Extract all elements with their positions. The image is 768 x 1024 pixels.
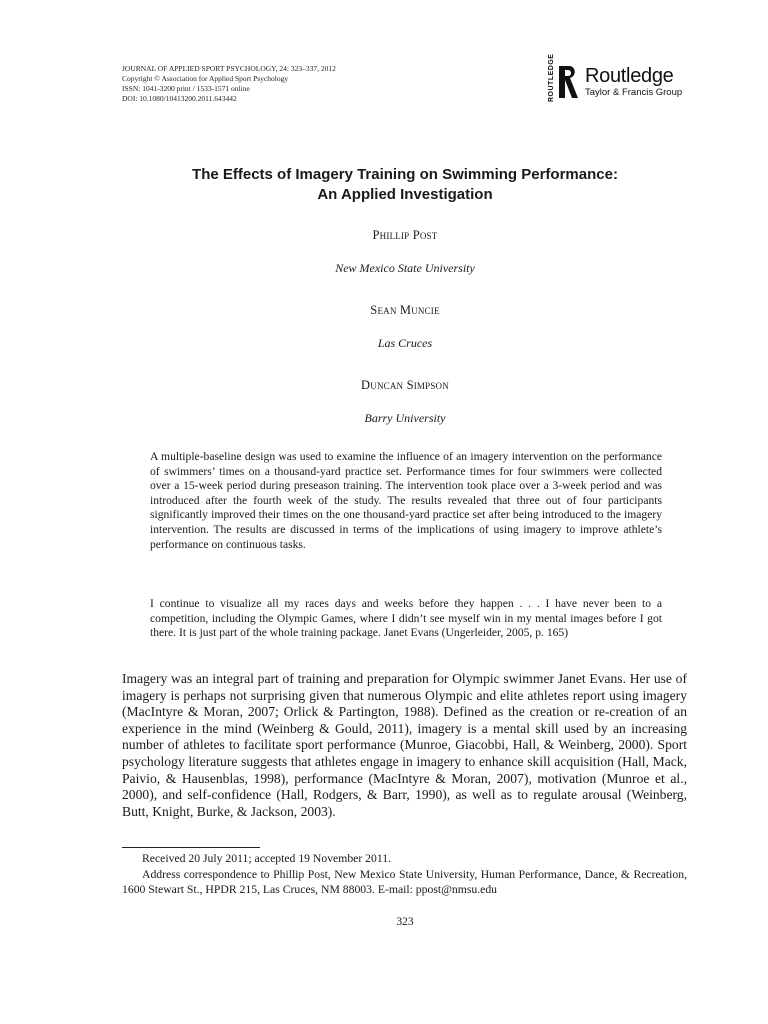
footnote-received: Received 20 July 2011; accepted 19 November 2011. — [142, 852, 392, 865]
journal-doi: DOI: 10.1080/10413200.2011.643442 — [122, 94, 237, 103]
author-affiliation: Barry University — [364, 411, 446, 425]
journal-copyright: Copyright © Association for Applied Sport Psychology — [122, 74, 289, 83]
article-title — [100, 165, 710, 205]
author-name: Sean Muncie — [370, 303, 440, 317]
publisher-name: Routledge — [585, 65, 674, 87]
publisher-logo — [548, 53, 683, 104]
author-name: Phillip Post — [372, 228, 438, 242]
article-title-line2: An Applied Investigation — [317, 186, 493, 203]
epigraph-quote: I continue to visualize all my races days and weeks before they happen . . . I have never been to a competition, including the Olympic Games, where I didn’t see myself win in my mental images before I got there. It is just part of the whole training package. Janet Evans (Ungerleider, 2005, p. 165) — [150, 597, 662, 640]
author-name: Duncan Simpson — [361, 378, 449, 392]
journal-info — [122, 64, 336, 104]
abstract: A multiple-baseline design was used to examine the influence of an imagery intervention on the performance of swimmers’ times on a thousand-yard practice set. Performance times for four swimmers were collected over a 15-week period during preseason training. The intervention took place over a 3-week period and was introduced after the fourth week of the study. The results revealed that three out of four participants significantly improved their times on the one thousand-yard practice set after being introduced to the imagery intervention. The results are discussed in terms of the implications of using imagery to improve athlete’s performance on continuous tasks. — [150, 450, 662, 551]
publisher-group: Taylor & Francis Group — [585, 87, 683, 98]
author-affiliation: Las Cruces — [377, 336, 433, 350]
author-affiliation: New Mexico State University — [335, 261, 475, 275]
body-paragraph: Imagery was an integral part of training and preparation for Olympic swimmer Janet Evans. Her use of imagery is perhaps not surprising given that numerous Olympic and elite athletes report using imagery (MacIntyre & Moran, 2007; Orlick & Partington, 1988). Defined as the creation or re-creation of an experience in the mind (Weinberg & Gould, 2011), imagery is a mental skill used by an increasing number of athletes to facilitate sport performance (Munroe, Giacobbi, Hall, & Weinberg, 2000). Sport psychology literature suggests that athletes engage in imagery to enhance skill acquisition (Hall, Mack, Paivio, & Hausenblas, 1998), performance (MacIntyre & Moran, 2007), motivation (Munroe et al., 2000), and self-confidence (Hall, Rodgers, & Barr, 1990), as well as to regulate arousal (Weinberg, Butt, Knight, Burke, & Jackson, 2003). — [122, 671, 687, 819]
footnotes — [122, 851, 687, 898]
article-title-line1: The Effects of Imagery Training on Swimming Performance: — [192, 166, 618, 183]
journal-citation: JOURNAL OF APPLIED SPORT PSYCHOLOGY, 24: 323–337, 2012 — [122, 64, 336, 73]
routledge-r-icon — [557, 64, 579, 100]
page-number: 323 — [396, 916, 414, 928]
footnote-divider — [122, 847, 260, 848]
publisher-vertical-label: ROUTLEDGE — [548, 53, 555, 102]
journal-issn: ISSN: 1041-3200 print / 1533-1571 online — [122, 84, 250, 93]
footnote-address: Address correspondence to Phillip Post, New Mexico State University, Human Performance, Dance, & Recreation, 1600 Stewart St., HPDR 215, Las Cruces, NM 88003. E-mail: ppost@nmsu.edu — [122, 867, 687, 897]
